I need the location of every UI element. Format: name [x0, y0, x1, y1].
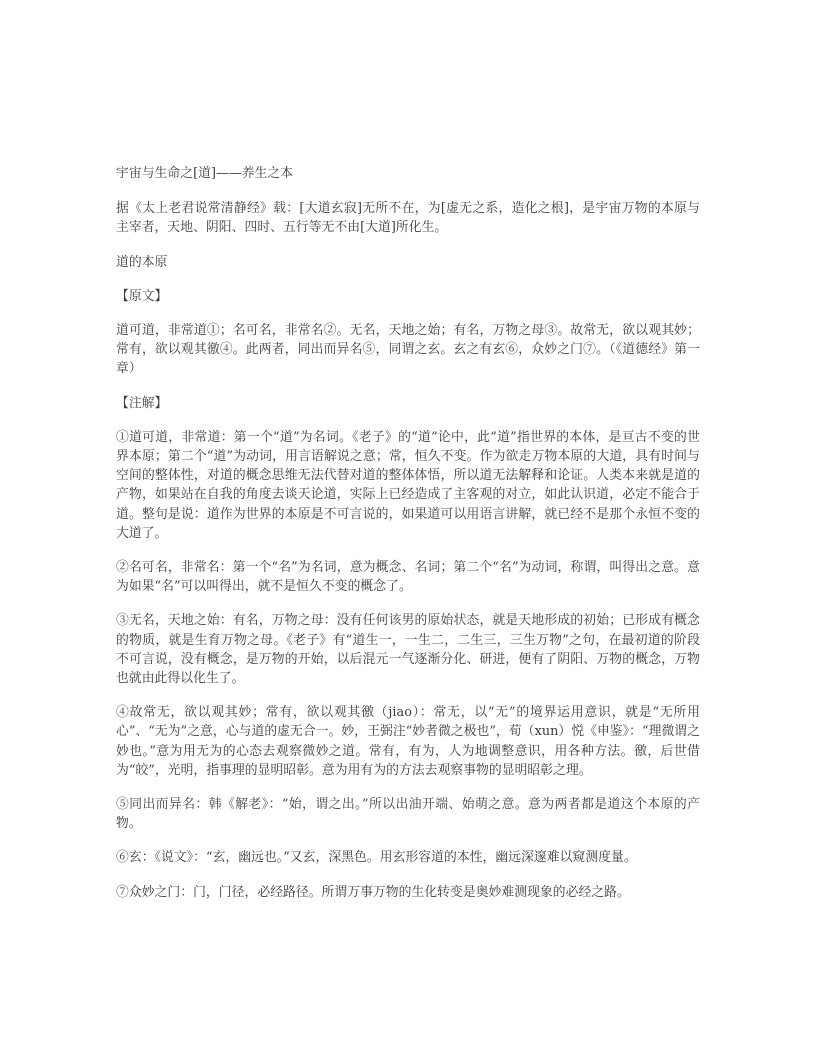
- annotation-item-7: ⑦众妙之门：门，门径，必经路径。所谓万事万物的生化转变是奥妙难测现象的必经之路。: [116, 884, 630, 900]
- annotation-label: 【注解】: [116, 395, 168, 411]
- page-title: 宇宙与生命之[道]——养生之本: [116, 166, 294, 181]
- subheading: 道的本原: [116, 254, 168, 270]
- annotation-item-2: ②名可名，非常名：第一个“名”为名词，意为概念、名词；第二个“名”为动词，称谓，叫得出之意。意为如果“名”可以叫得出，就不是恒久不变的概念了。: [116, 560, 700, 595]
- annotation-item-6: ⑥玄：《说文》：“玄，幽远也。”又玄，深黑色。用玄形容道的本性，幽远深邃难以窥测度量。: [116, 850, 637, 866]
- original-text-paragraph: 道可道，非常道①；名可名，非常名②。无名，天地之始；有名，万物之母③。故常无，欲以观其妙；常有，欲以观其徼④。此两者，同出而异名⑤，同谓之玄。玄之有玄⑥，众妙之门⑦。（《道德经》第一章）: [116, 323, 700, 377]
- intro-paragraph: 据《太上老君说常清静经》载：[大道玄寂]无所不在，为[虚无之系，造化之根]，是宇宙万物的本原与主宰者，天地、阴阳、四时、五行等无不由[大道]所化生。: [116, 201, 700, 236]
- annotation-item-5: ⑤同出而异名：韩《解老》：“始，谓之出。”所以出油开端、始萌之意。意为两者都是道这个本原的产物。: [116, 797, 700, 832]
- annotation-item-1: ①道可道，非常道：第一个“道”为名词。《老子》的“道”论中，此“道”指世界的本体，是亘古不变的世界本原；第二个“道”为动词，用言语解说之意；常，恒久不变。作为欲走万物本原的大道，具有时间与空间的整体性，对道的概念思维无法代替对道的整体体悟，所以道无法解释和论证。人类本来就是道的产物，如果站在自我的角度去谈天论道，实际上已经造成了主客观的对立，如此认识道，必定不能合于道。整句是说：道作为世界的本原是不可言说的，如果道可以用语言讲解，就已经不是那个永恒不变的大道了。: [116, 429, 700, 541]
- document-text-block: [116, 164, 700, 902]
- annotation-item-4: ④故常无，欲以观其妙；常有，欲以观其徼（jiao）：常无，以“无”的境界运用意识，就是“无所用心”、“无为”之意，心与道的虚无合一。妙，王弼注“妙者微之极也”，荀（xun）悦《申鉴》：“理微谓之妙也。”意为用无为的心态去观察微妙之道。常有，有为，人为地调整意识，用各种方法。徼，后世借为“皎”，光明，指事理的显明昭彰。意为用有为的方法去观察事物的显明昭彰之理。: [116, 705, 700, 778]
- original-text-label: 【原文】: [116, 288, 168, 304]
- annotation-item-3: ③无名，天地之始：有名，万物之母：没有任何该男的原始状态，就是天地形成的初始；已形成有概念的物质，就是生育万物之母。《老子》有“道生一，一生二，二生三，三生万物”之句，在最初道的阶段不可言说，没有概念，是万物的开始，以后混元一气逐渐分化、研进，便有了阴阳、万物的概念，万物也就由此得以化生了。: [116, 613, 700, 687]
